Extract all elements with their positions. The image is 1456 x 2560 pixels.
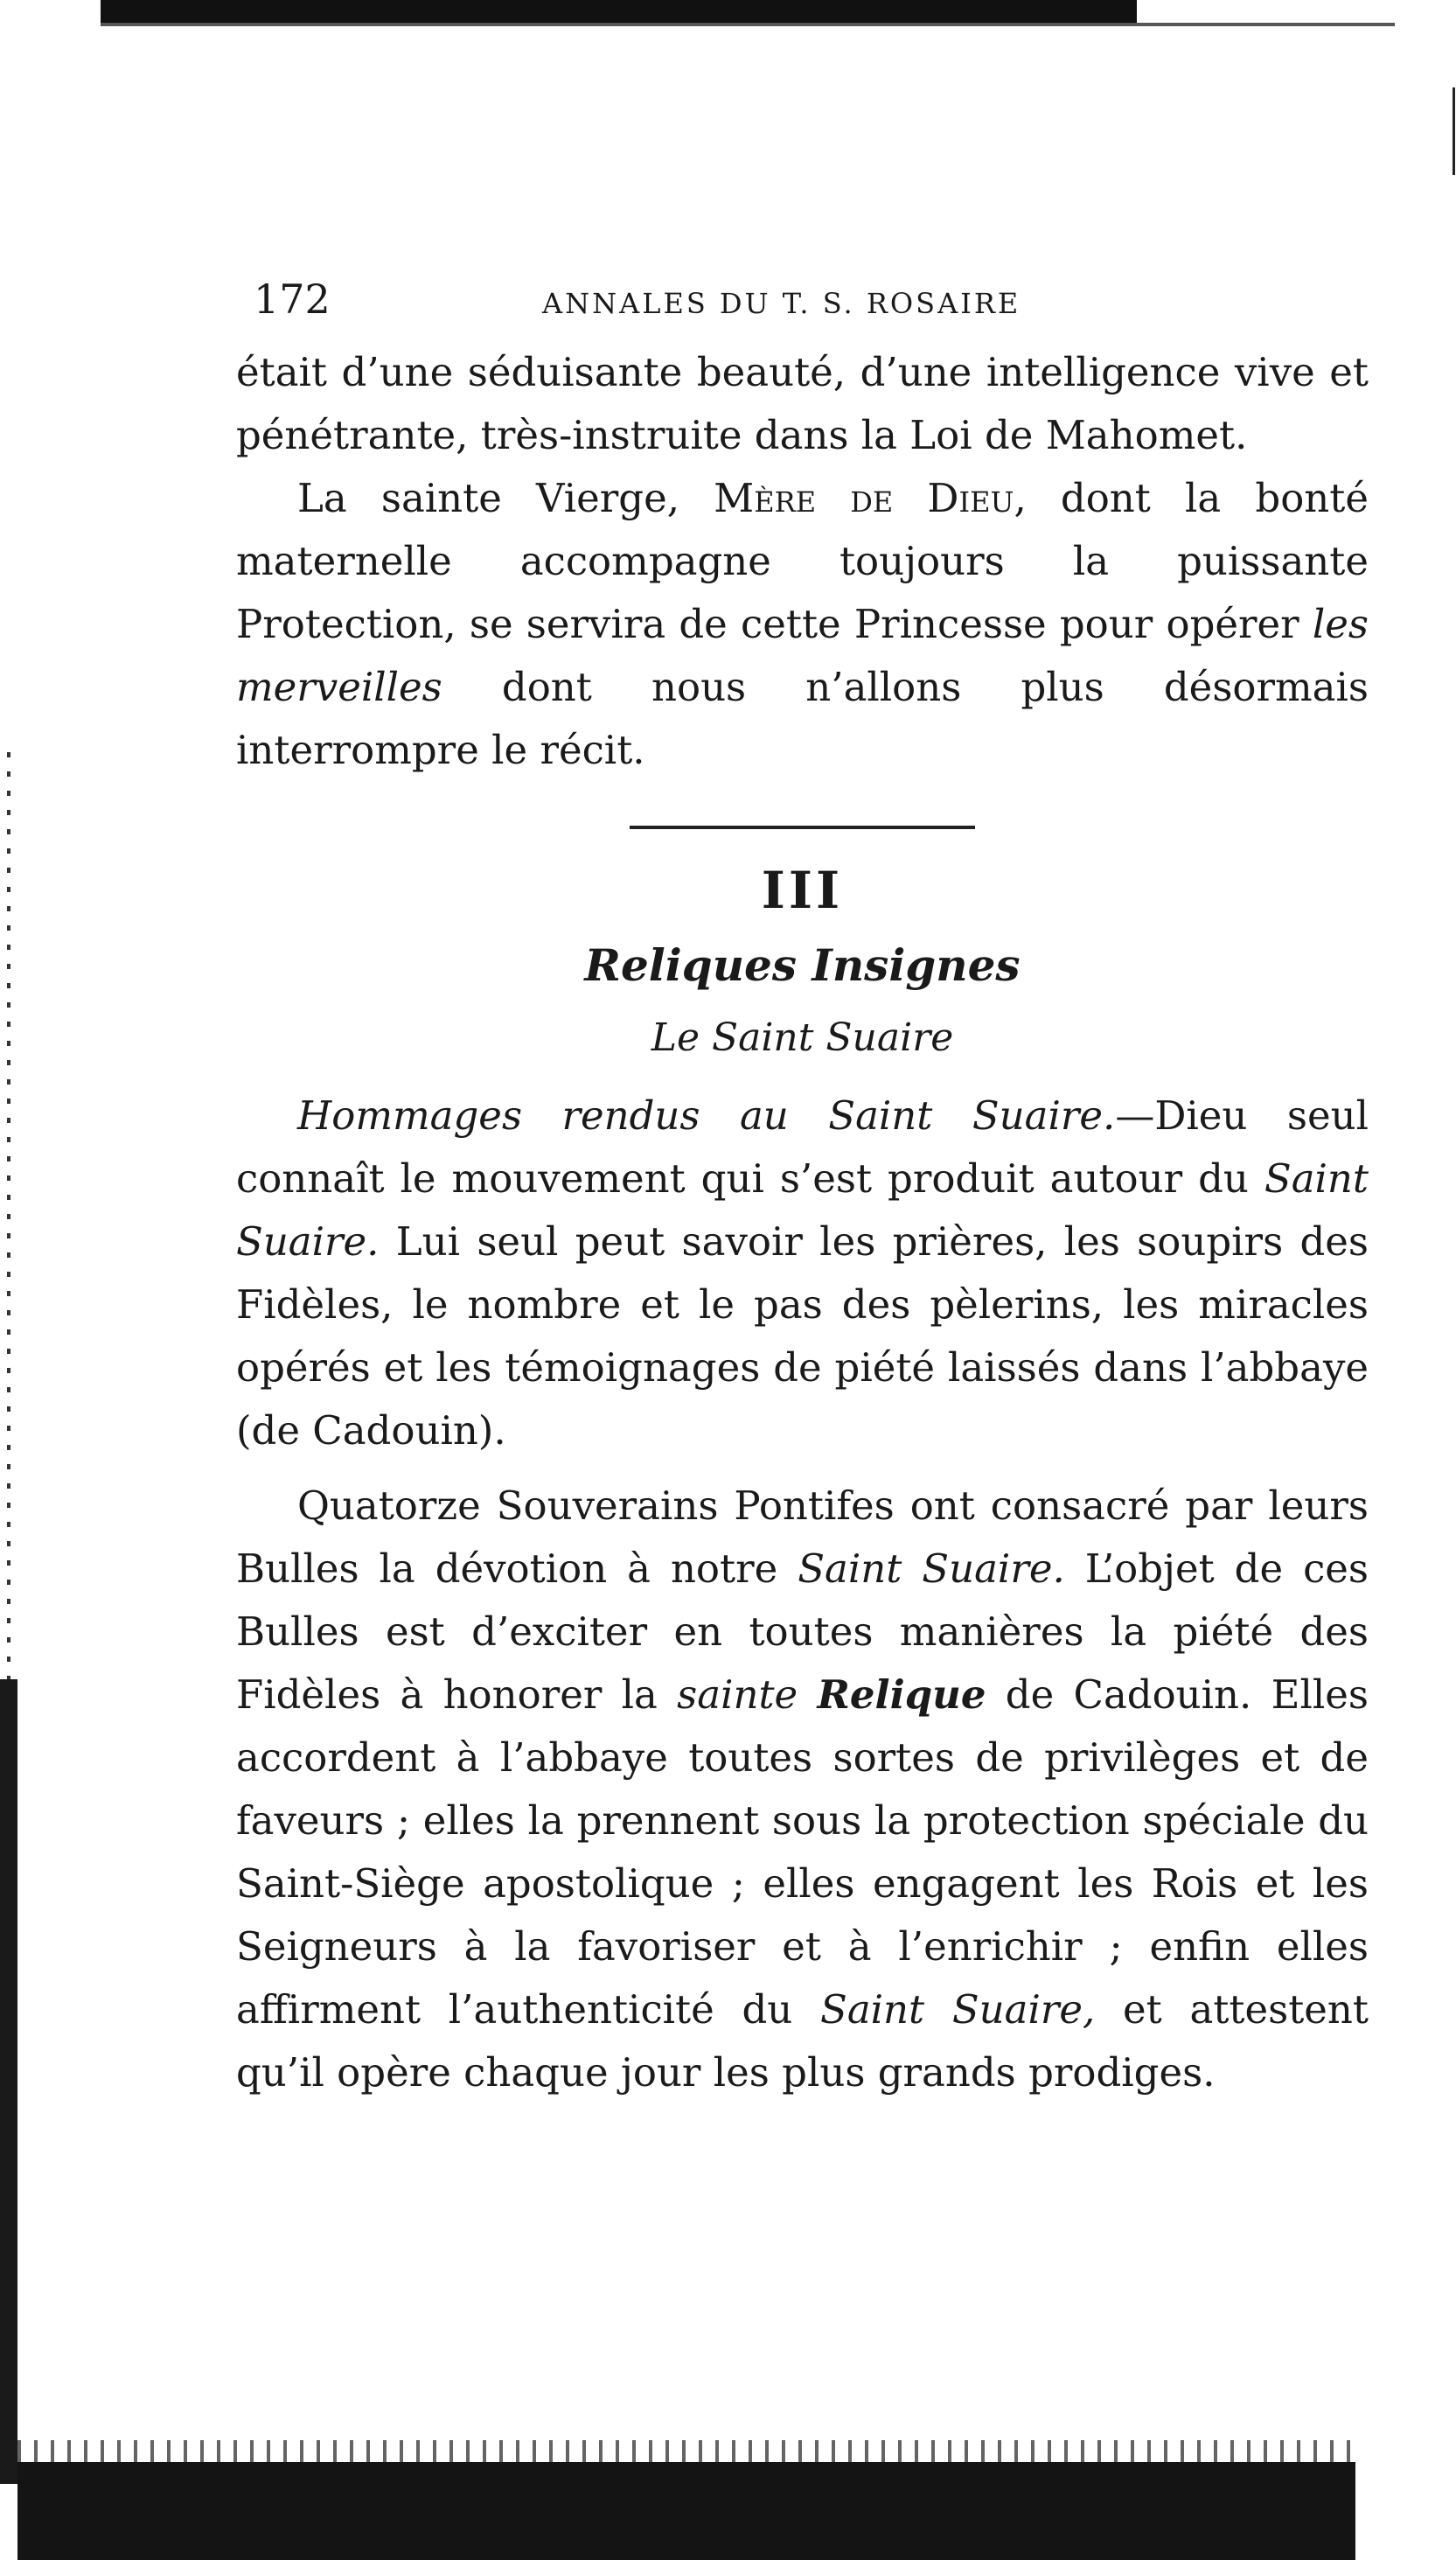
paragraph-3-saint-suaire: Saint Suaire.	[236, 1155, 1369, 1265]
paragraph-2-text-c: dont nous n’allons plus désormais interrompre le récit.	[236, 664, 1369, 773]
running-head-title: ANNALES DU T. S. ROSAIRE	[542, 287, 1021, 320]
section-divider-rule	[630, 826, 975, 829]
paragraph-2-text-b: , dont la bonté maternelle accompagne toujours la puissante Protection, se servira de cette Princesse pour opérer	[236, 475, 1369, 647]
paragraph-4-relique: Relique	[817, 1671, 986, 1718]
paragraph-4	[236, 1475, 1369, 2104]
paragraph-2-text-a: La sainte Vierge,	[297, 475, 714, 521]
mere-de-dieu: Mère de Dieu	[714, 475, 1014, 521]
scan-edge-right	[1453, 87, 1455, 175]
scan-edge-top-thin	[101, 23, 1395, 26]
paragraph-3-lead: Hommages rendus au Saint Suaire.	[297, 1092, 1116, 1139]
scan-edge-left-dots	[7, 752, 10, 1679]
paragraph-4-text-b: L’objet de ces Bulles est d’exciter en toutes manières la piété des Fidèles à honorer la	[236, 1545, 1369, 1718]
paragraph-1: était d’une séduisante beauté, d’une intelligence vive et pénétrante, très-instruite dans la Loi de Mahomet.	[236, 349, 1369, 458]
running-head	[236, 262, 1369, 341]
paragraph-2	[236, 467, 1369, 782]
scan-edge-top	[101, 0, 1137, 23]
paragraph-3-text-a: —Dieu seul connaît le mouvement qui s’est produit autour du	[236, 1092, 1369, 1202]
page-number: 172	[254, 276, 331, 323]
scan-edge-bottom	[17, 2462, 1355, 2560]
scan-edge-bottom-fringe	[17, 2440, 1355, 2462]
paragraph-4-saint-suaire-2: Saint Suaire,	[820, 1986, 1096, 2033]
book-page	[236, 262, 1369, 2104]
les-merveilles: les merveilles	[236, 601, 1369, 710]
section-subtitle: Le Saint Suaire	[651, 1015, 954, 1060]
scan-edge-left	[0, 1679, 17, 2484]
paragraph-4-text-a: Quatorze Souverains Pontifes ont consacré par leurs Bulles la dévotion à notre	[236, 1482, 1369, 1592]
paragraph-4-sainte: sainte	[677, 1671, 798, 1718]
section-number: III	[761, 861, 844, 920]
paragraph-3	[236, 1085, 1369, 1462]
paragraph-4-text-d: et attestent qu’il opère chaque jour les plus grands prodiges.	[236, 1986, 1369, 2096]
section-title: Reliques Insignes	[584, 939, 1021, 991]
paragraph-4-text-c: de Cadouin. Elles accordent à l’abbaye toutes sortes de privilèges et de faveurs ; elles la prennent sous la protection spéciale du Saint-Siège apostolique ; elles engagent les Rois et les Seigneurs à la favoriser et à l’enrichir ; enfin elles affirment l’authenticité du	[236, 1671, 1369, 2033]
paragraph-3-text-b: Lui seul peut savoir les prières, les soupirs des Fidèles, le nombre et le pas des pèlerins, les miracles opérés et les témoignages de piété laissés dans l’abbaye (de Cadouin).	[236, 1218, 1369, 1454]
paragraph-4-saint-suaire-1: Saint Suaire.	[798, 1545, 1065, 1592]
paragraph-4-space	[798, 1671, 817, 1718]
